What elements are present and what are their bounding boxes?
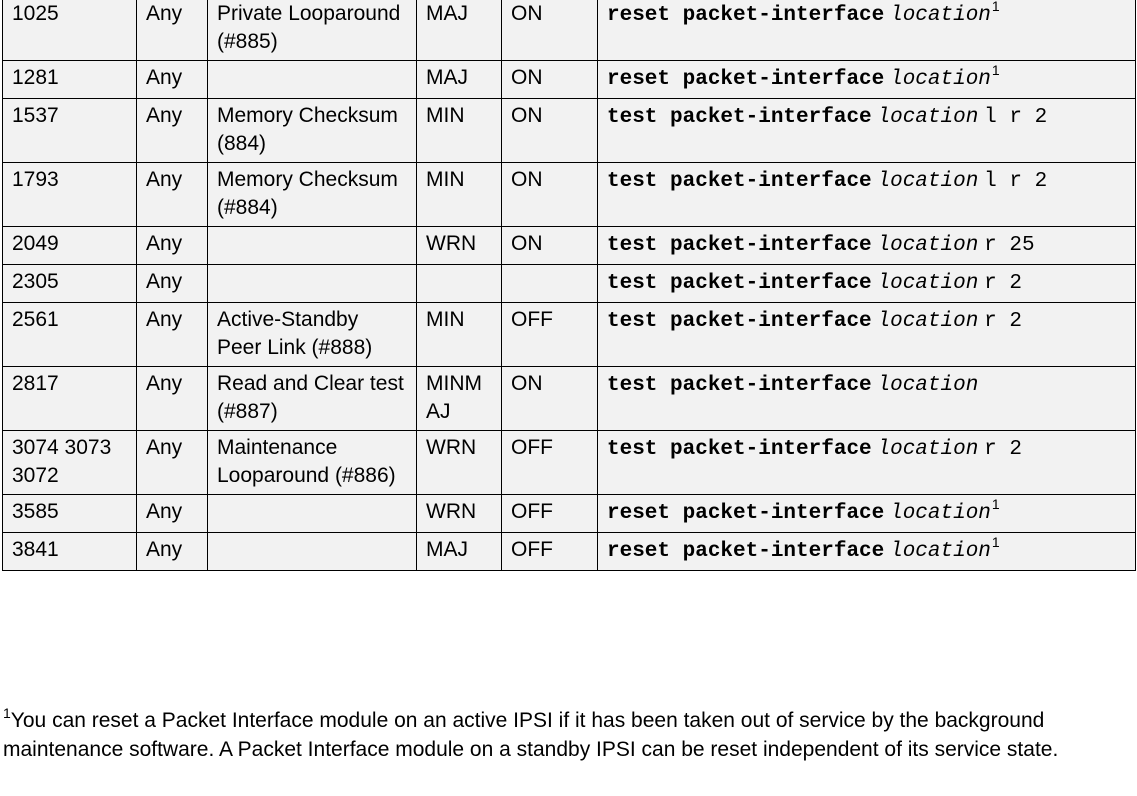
command-text: test packet-interface — [607, 310, 872, 333]
command-options: r 25 — [984, 234, 1035, 257]
command-argument: location — [877, 310, 979, 333]
recommended-action-cell — [598, 265, 1136, 303]
command-argument: location — [890, 4, 991, 27]
command-argument: location — [890, 68, 991, 91]
footnote — [3, 707, 1133, 763]
error-code-cell: 1793 — [3, 163, 137, 227]
associated-test-cell — [208, 495, 417, 533]
command-text: test packet-interface — [607, 374, 872, 397]
alarm-level-cell — [417, 265, 502, 303]
error-code-cell: 2049 — [3, 227, 137, 265]
on-off-board-cell: OFF — [502, 495, 598, 533]
command-text: reset packet-interface — [607, 68, 885, 91]
recommended-action-cell — [598, 431, 1136, 495]
table-row — [3, 0, 1136, 61]
alarm-level-cell: WRN — [417, 495, 502, 533]
aux-data-cell: Any — [137, 265, 208, 303]
error-code-cell: 1281 — [3, 61, 137, 99]
on-off-board-cell: OFF — [502, 303, 598, 367]
aux-data-cell: Any — [137, 99, 208, 163]
table-row — [3, 495, 1136, 533]
on-off-board-cell: OFF — [502, 431, 598, 495]
recommended-action-cell — [598, 367, 1136, 431]
aux-data-cell: Any — [137, 0, 208, 61]
command-text: test packet-interface — [607, 272, 872, 295]
command-options: r 2 — [984, 310, 1022, 333]
alarm-level-cell: MAJ — [417, 61, 502, 99]
aux-data-cell: Any — [137, 163, 208, 227]
error-code-cell: 3074 3073 3072 — [3, 431, 137, 495]
associated-test-cell: Memory Checksum (#884) — [208, 163, 417, 227]
on-off-board-cell: ON — [502, 61, 598, 99]
on-off-board-cell — [502, 265, 598, 303]
error-code-cell: 2817 — [3, 367, 137, 431]
alarm-level-cell: MINM AJ — [417, 367, 502, 431]
recommended-action-cell — [598, 163, 1136, 227]
footnote-mark: 1 — [3, 705, 11, 721]
table-row — [3, 367, 1136, 431]
error-code-cell: 3585 — [3, 495, 137, 533]
aux-data-cell: Any — [137, 227, 208, 265]
on-off-board-cell: OFF — [502, 533, 598, 571]
error-code-cell: 3841 — [3, 533, 137, 571]
aux-data-cell: Any — [137, 61, 208, 99]
command-argument: location — [877, 106, 979, 129]
alarm-level-cell: MAJ — [417, 533, 502, 571]
associated-test-cell — [208, 533, 417, 571]
command-argument: location — [877, 170, 979, 193]
footnote-reference: 1 — [991, 0, 1000, 14]
error-code-cell: 2305 — [3, 265, 137, 303]
aux-data-cell: Any — [137, 495, 208, 533]
table-row — [3, 61, 1136, 99]
aux-data-cell: Any — [137, 303, 208, 367]
error-code-cell: 2561 — [3, 303, 137, 367]
command-options: r 2 — [984, 438, 1022, 461]
table-row — [3, 533, 1136, 571]
table-row — [3, 265, 1136, 303]
associated-test-cell: Read and Clear test (#887) — [208, 367, 417, 431]
command-argument: location — [890, 502, 991, 525]
alarm-level-cell: WRN — [417, 431, 502, 495]
aux-data-cell: Any — [137, 533, 208, 571]
recommended-action-cell — [598, 99, 1136, 163]
alarm-level-cell: WRN — [417, 227, 502, 265]
footnote-reference: 1 — [991, 496, 1000, 512]
alarm-level-cell: MIN — [417, 303, 502, 367]
on-off-board-cell: ON — [502, 227, 598, 265]
associated-test-cell: Active-Standby Peer Link (#888) — [208, 303, 417, 367]
on-off-board-cell: ON — [502, 0, 598, 61]
recommended-action-cell — [598, 0, 1136, 61]
on-off-board-cell: ON — [502, 99, 598, 163]
on-off-board-cell: ON — [502, 367, 598, 431]
table-row — [3, 99, 1136, 163]
error-log-table-body — [3, 0, 1136, 571]
associated-test-cell: Memory Checksum (884) — [208, 99, 417, 163]
error-log-table — [2, 0, 1136, 571]
alarm-level-cell: MAJ — [417, 0, 502, 61]
command-text: test packet-interface — [607, 170, 872, 193]
command-argument: location — [890, 540, 991, 563]
associated-test-cell — [208, 227, 417, 265]
command-text: reset packet-interface — [607, 502, 885, 525]
associated-test-cell — [208, 265, 417, 303]
associated-test-cell: Maintenance Looparound (#886) — [208, 431, 417, 495]
associated-test-cell — [208, 61, 417, 99]
command-text: test packet-interface — [607, 438, 872, 461]
command-argument: location — [877, 374, 979, 397]
footnote-text: You can reset a Packet Interface module on an active IPSI if it has been taken out of service by the background maintenance software. A Packet Interface module on a standby IPSI can be reset independent of its service state. — [3, 709, 1059, 761]
command-argument: location — [877, 438, 979, 461]
recommended-action-cell — [598, 533, 1136, 571]
table-row — [3, 163, 1136, 227]
recommended-action-cell — [598, 495, 1136, 533]
footnote-reference: 1 — [991, 534, 1000, 550]
command-argument: location — [877, 234, 979, 257]
command-options: l r 2 — [984, 170, 1048, 193]
error-code-cell: 1537 — [3, 99, 137, 163]
recommended-action-cell — [598, 227, 1136, 265]
command-options: l r 2 — [984, 106, 1048, 129]
command-text: test packet-interface — [607, 234, 872, 257]
on-off-board-cell: ON — [502, 163, 598, 227]
alarm-level-cell: MIN — [417, 99, 502, 163]
alarm-level-cell: MIN — [417, 163, 502, 227]
error-code-cell: 1025 — [3, 0, 137, 61]
command-text: test packet-interface — [607, 106, 872, 129]
recommended-action-cell — [598, 303, 1136, 367]
associated-test-cell: Private Looparound (#885) — [208, 0, 417, 61]
aux-data-cell: Any — [137, 431, 208, 495]
footnote-reference: 1 — [991, 62, 1000, 78]
table-row — [3, 431, 1136, 495]
command-text: reset packet-interface — [607, 540, 885, 563]
recommended-action-cell — [598, 61, 1136, 99]
table-row — [3, 303, 1136, 367]
command-argument: location — [877, 272, 979, 295]
table-row — [3, 227, 1136, 265]
aux-data-cell: Any — [137, 367, 208, 431]
command-options: r 2 — [984, 272, 1022, 295]
command-text: reset packet-interface — [607, 4, 885, 27]
